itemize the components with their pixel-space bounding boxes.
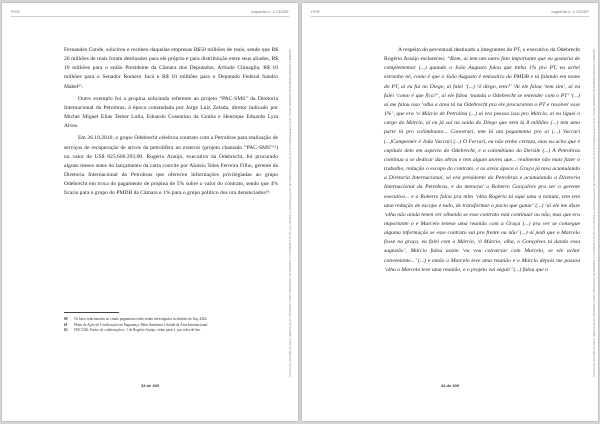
footnote <box>64 328 278 334</box>
page-header <box>11 9 289 17</box>
header-org: PGR <box>11 9 20 14</box>
paragraph: Outro exemplo foi a propina solicitada referente ao projeto “PAC-SMS” da Diretoria Internacional da Petrobras, à época comandada por Jorge Luiz Zelada, diretor indicado por Michel Miguel Elias Temer Lulia, Eduardo Cosentino da Cunha e Henrique Eduardo Lyra Alves. <box>64 95 278 130</box>
intro-text: A respeito do percentual destinado a integrantes do PT, o executivo da Odebrecht Rogério Araújo esclareceu: <box>384 47 580 63</box>
header-doc-ref: Inquérito n. 4.133/DF <box>551 9 589 14</box>
testimony-quote: “Bom, aí tem um outro fato importante que eu gostaria de complementar (...) quando o João Augusto falou que tinha 1% pro PT, eu achei estranho né, como é que o João Augusto é emissário do PMDB e tá falando em nome do PT, aí eu fui no Diego, aí falei ‘(...) ‘ô diego, tem?’ ‘Aí ele falou ‘tem sim’, aí eu falei ‘como é que fica?’, aí ele falou ‘manda o Odebrecht se entender com o PT’ ‘(...) aí me falou isso ‘olha a área tá na Odebrecht pra ele procurarem o PT e resolver esse 1%’, que era ‘o Márcio de Petrolina (...) ai era pessoa isso pro Márcio, aí eu liguei o cargo do Márcio, aí eu já saí na saída do Diego que nem lá 8 milhões (...) tem uma parte lá pro colômbiano... Conversei, tem lá um pagamento pro aí (...) Vaccari (...)Campomér é João Vaccari (...) O Ferrari, eu não tenho certeza, mas eu acho que é capítulo dele em aspecto do Odebrecht, e o colombiano do Dersile (...) A Petrobras continua a se dedicar das obras e tem algum atores que... realmente não mais fazer o trabalho, redução o escopo do contrato, e as areia ápoca a Graça já tava acumulando a Diretoria Internacional, só era presidente da Petrobras e acumulando a Diretoria Internacional da Petrobras, e da menorar o Roberto Gonçalves pra ser o gerente executivo... e o Roberto falou pra mim ‘olha Rogério tá aqui uma a minuta, tem tem uma redução de escopo e tudo, de transformar o pacto que ganar’ (...) ‘aí ele me disse ‘olha não ainda tenen ver olhando se esse contrato está continuar ou não, mas que era importante o e Marcelo tenese uma reunião com a Graça (...) pra ver se consegue alguma informação se esse contrato vai pra frente ou não’ (...) aí pedi que o Marcelo fosse na graça, eu falei com o Márcio, ‘ô Márcio, olha, o Gonçalves tá dando essa sugestão’, Márcio falou assim ‘eu vou conversar com Marcelo, se ele achar conveniente...’ (...) e então o Marcelo teve uma reunião e o Márcio depois me passou ‘olha o Marcelo teve uma reunião, e o projeto vai seguir’ (...) falou que o <box>384 56 580 273</box>
page-body <box>384 46 580 275</box>
signature-note-text: Documento assinado via Token digitalmente por RODRIGO JANOT MONTEIRO DE BARROS, em 05/09/2017 19:45. Para verificar a assinatura acesse http://www.transparencia.mpf.mp.br/validacaodocumento. Chave 3E9A2E5D.5D2E4B59.E01B3C4E.16A0B6DB <box>592 49 596 377</box>
paragraph: Fernandes Conde, solicitou e recebeu daquelas empresas R$50 milhões de reais, sendo que R$ 20 milhões de reais foram destinados para ele próprio e para distribuição entre seus aliados, R$ 10 milhões para o então Presidente da Câmara dos Deputados, Arlindo Chinaglia, R$ 10 milhões para o Senador Romero Jucá e R$ 10 milhões para o Deputado Federal Sandro Mabel⁶¹. <box>64 47 278 90</box>
page-34 <box>302 3 598 421</box>
footnote-text: Plano de Ação de Certificação em Segurança, Meio Ambiente e Saúde da Área Internacional. <box>74 322 209 327</box>
page-33 <box>2 3 298 421</box>
page-header <box>311 9 589 17</box>
header-doc-ref: Inquérito n. 4.133/DF <box>251 9 289 14</box>
page-number: 33 de 209 <box>140 383 159 388</box>
page-body <box>64 46 278 199</box>
footnote-text: Os fatos relacionados ao citado pagamento estão sendo investigados no âmbito do Inq. 4462. <box>74 317 208 321</box>
paragraph <box>384 46 580 275</box>
footnote-number: 61 <box>64 322 68 327</box>
footnote-text: DOC3.86: Termo de colaboração n. 1 de Rogério Araújo, vídeo parte I, por volta de 6m. <box>74 328 201 333</box>
footnotes <box>64 317 278 334</box>
paragraph: Em 26.10.2010, o grupo Odebrecht celebrou contrato com a Petrobras para realização de serviços de recuperação de ativos da petrolífera no exterior (projeto chamado “PAC-SMS”⁶²) no valor de US$ 825.660.293,00. Rogério Araújo, executivo da Odebrecht, foi procurado alguns meses antes do lançamento da carta convite por Aluísio Teles Ferreira Filho, gerente da Diretoria Internacional da Petrobras que ofereceu informações privilegiadas ao grupo Odebrecht em troca do pagamento de propina de 5% sobre o valor do contrato, sendo que 4% ficaria para o grupo do PMDB da Câmara e 1% para o grupo político dos ora denunciados⁶³. <box>64 135 278 197</box>
footnote-number: 60 <box>64 317 68 321</box>
signature-note-text: Documento assinado via Token digitalmente por RODRIGO JANOT MONTEIRO DE BARROS, em 05/09/2017 19:45. Para verificar a assinatura acesse http://www.transparencia.mpf.mp.br/validacaodocumento. Chave 3E9A2E5D.5D2E4B59.E01B3C4E.16A0B6DB <box>288 49 292 377</box>
footnote-rule <box>64 312 119 313</box>
header-rule <box>11 16 289 17</box>
footnote-number: 62 <box>64 328 68 333</box>
signature-margin-note <box>282 43 298 383</box>
header-org: PGR <box>311 9 320 14</box>
page-number: 34 de 209 <box>440 383 459 388</box>
header-rule <box>311 16 589 17</box>
signature-margin-note <box>586 43 598 383</box>
